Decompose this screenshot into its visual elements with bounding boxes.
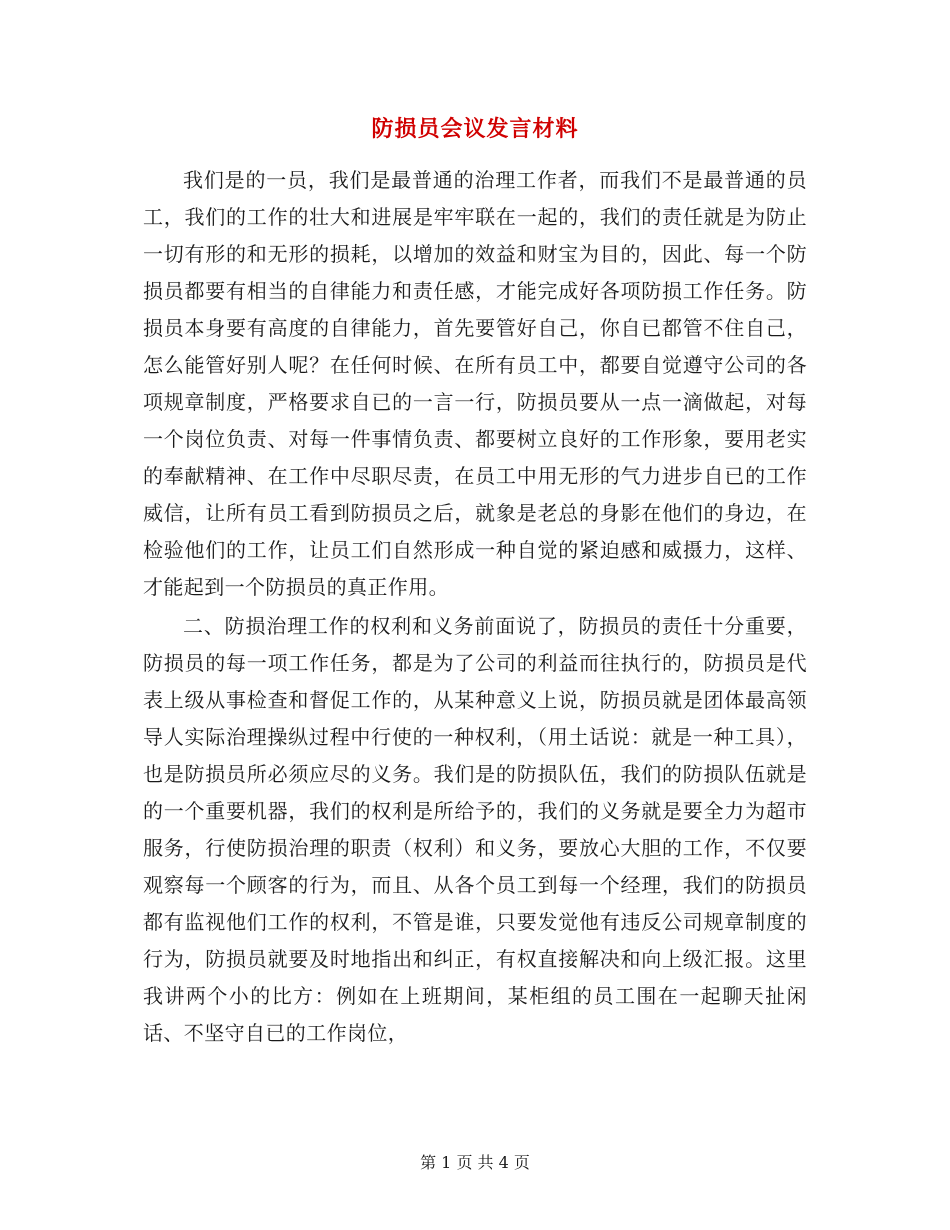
body-paragraph: 二、防损治理工作的权利和义务前面说了，防损员的责任十分重要，防损员的每一项工作任务，都是为了公司的利益而往执行的，防损员是代表上级从事检查和督促工作的，从某种意义上说，防损员就是团体最高领导人实际治理操纵过程中行使的一种权利，（用土话说：就是一种工具），也是防损员所必须应尽的义务。我们是的防损队伍，我们的防损队伍就是的一个重要机器，我们的权利是所给予的，我们的义务就是要全力为超市服务，行使防损治理的职责（权利）和义务，要放心大胆的工作，不仅要观察每一个顾客的行为，而且、从各个员工到每一个经理，我们的防损员都有监视他们工作的权利，不管是谁，只要发觉他有违反公司规章制度的行为，防损员就要及时地指出和纠正，有权直接解决和向上级汇报。这里我讲两个小的比方：例如在上班期间，某柜组的员工围在一起聊天扯闲话、不坚守自已的工作岗位，: [143, 614, 807, 1045]
document-title: 防损员会议发言材料: [371, 117, 579, 142]
page-number-footer: 第 1 页 共 4 页: [420, 1153, 530, 1172]
body-paragraph: 我们是的一员，我们是最普通的治理工作者，而我们不是最普通的员工，我们的工作的壮大和进展是牢牢联在一起的，我们的责任就是为防止一切有形的和无形的损耗，以增加的效益和财宝为目的，因此、每一个防损员都要有相当的自律能力和责任感，才能完成好各项防损工作任务。防损员本身要有高度的自律能力，首先要管好自己，你自已都管不住自己，怎么能管好别人呢？在任何时候、在所有员工中，都要自觉遵守公司的各项规章制度，严格要求自已的一言一行，防损员要从一点一滴做起，对每一个岗位负责、对每一件事情负责、都要树立良好的工作形象，要用老实的奉献精神、在工作中尽职尽责，在员工中用无形的气力进步自已的工作威信，让所有员工看到防损员之后，就象是老总的身影在他们的身边，在检验他们的工作，让员工们自然形成一种自觉的紧迫感和威摄力，这样、才能起到一个防损员的真正作用。: [143, 168, 807, 599]
document-body: [143, 162, 807, 1052]
